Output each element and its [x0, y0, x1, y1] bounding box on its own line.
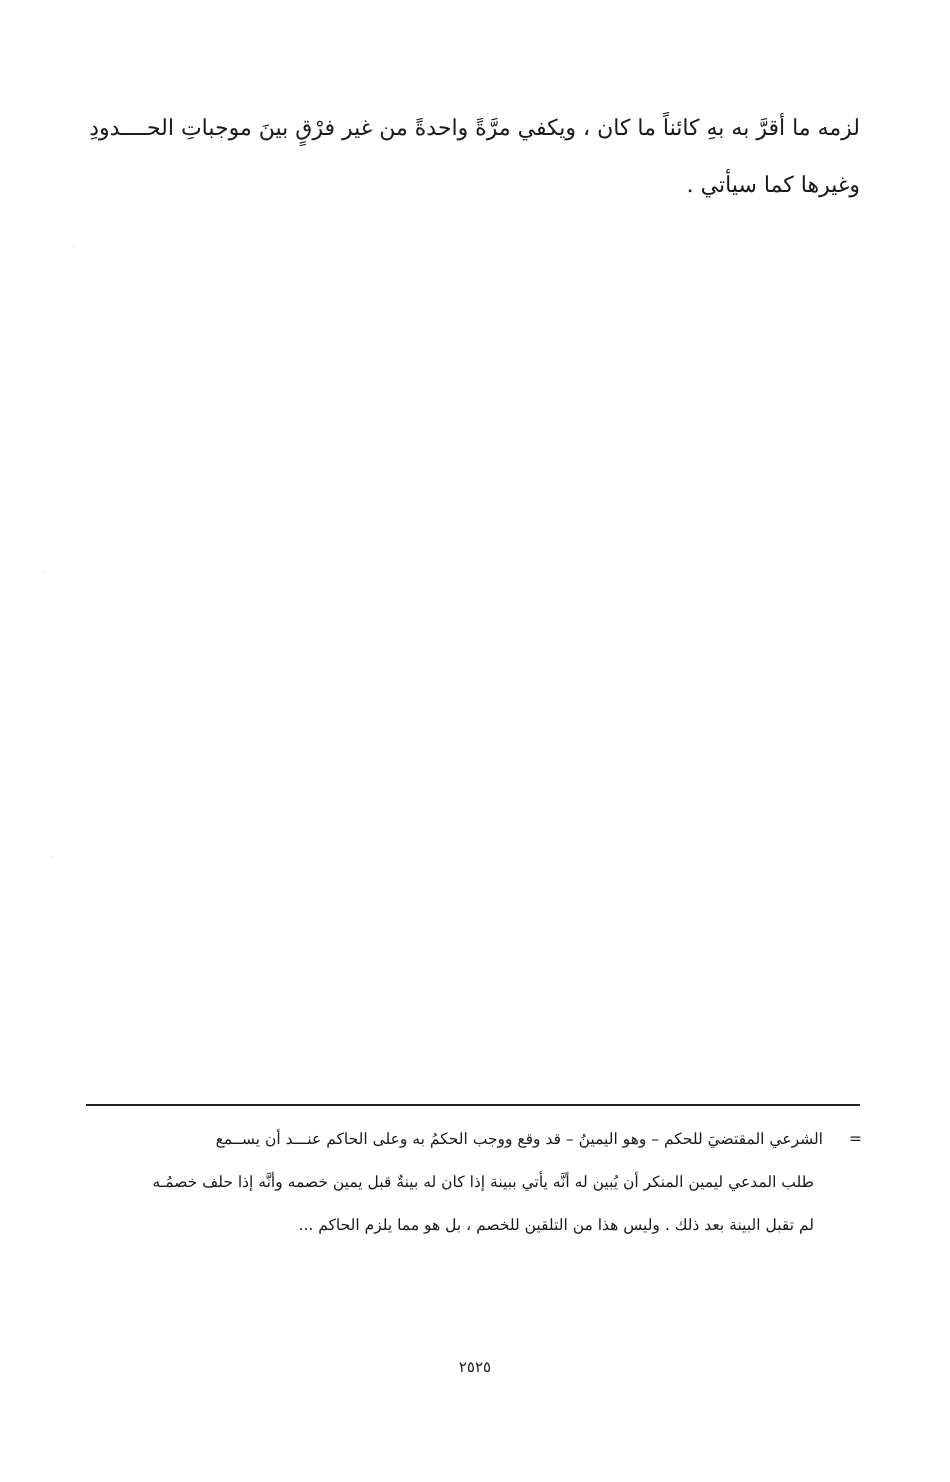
body-line-1: لزمه ما أقرَّ به بهِ كائناً ما كان ، ويكفي مرَّةً واحدةً من غير فرْقٍ بينَ موجباتِ الحــــدودِ — [89, 116, 860, 141]
scan-speck — [52, 856, 53, 857]
footnote-continuation-mark: = — [849, 1130, 862, 1148]
scan-speck — [73, 246, 74, 247]
page-number: ٢٥٢٥ — [458, 1358, 492, 1376]
scan-speck — [44, 572, 45, 573]
footnote-separator-rule — [86, 1104, 860, 1106]
main-text-block — [80, 100, 860, 214]
body-line-2: وغيرها كما سيأتي . — [686, 173, 860, 198]
footnote-line-3: لم تقبل البينة بعد ذلك . وليس هذا من التلقين للخصم ، بل هو مما يلزم الحاكم ... — [298, 1216, 814, 1234]
footnote-line-1 — [86, 1118, 862, 1161]
footnote-block — [86, 1118, 862, 1247]
footnote-line-1-text: الشرعي المقتضيَ للحكم – وهو اليمينُ – قد وقع ووجب الحكمُ به وعلى الحاكم عنـــد أن يســمع — [215, 1130, 823, 1148]
footnote-line-2: طلب المدعي ليمين المنكر أن يُبين له أنَّه يأتي ببينة إذا كان له بينةٌ قبل يمين خصمه وأنَّه إذا حلف خصمُـه — [152, 1173, 814, 1191]
